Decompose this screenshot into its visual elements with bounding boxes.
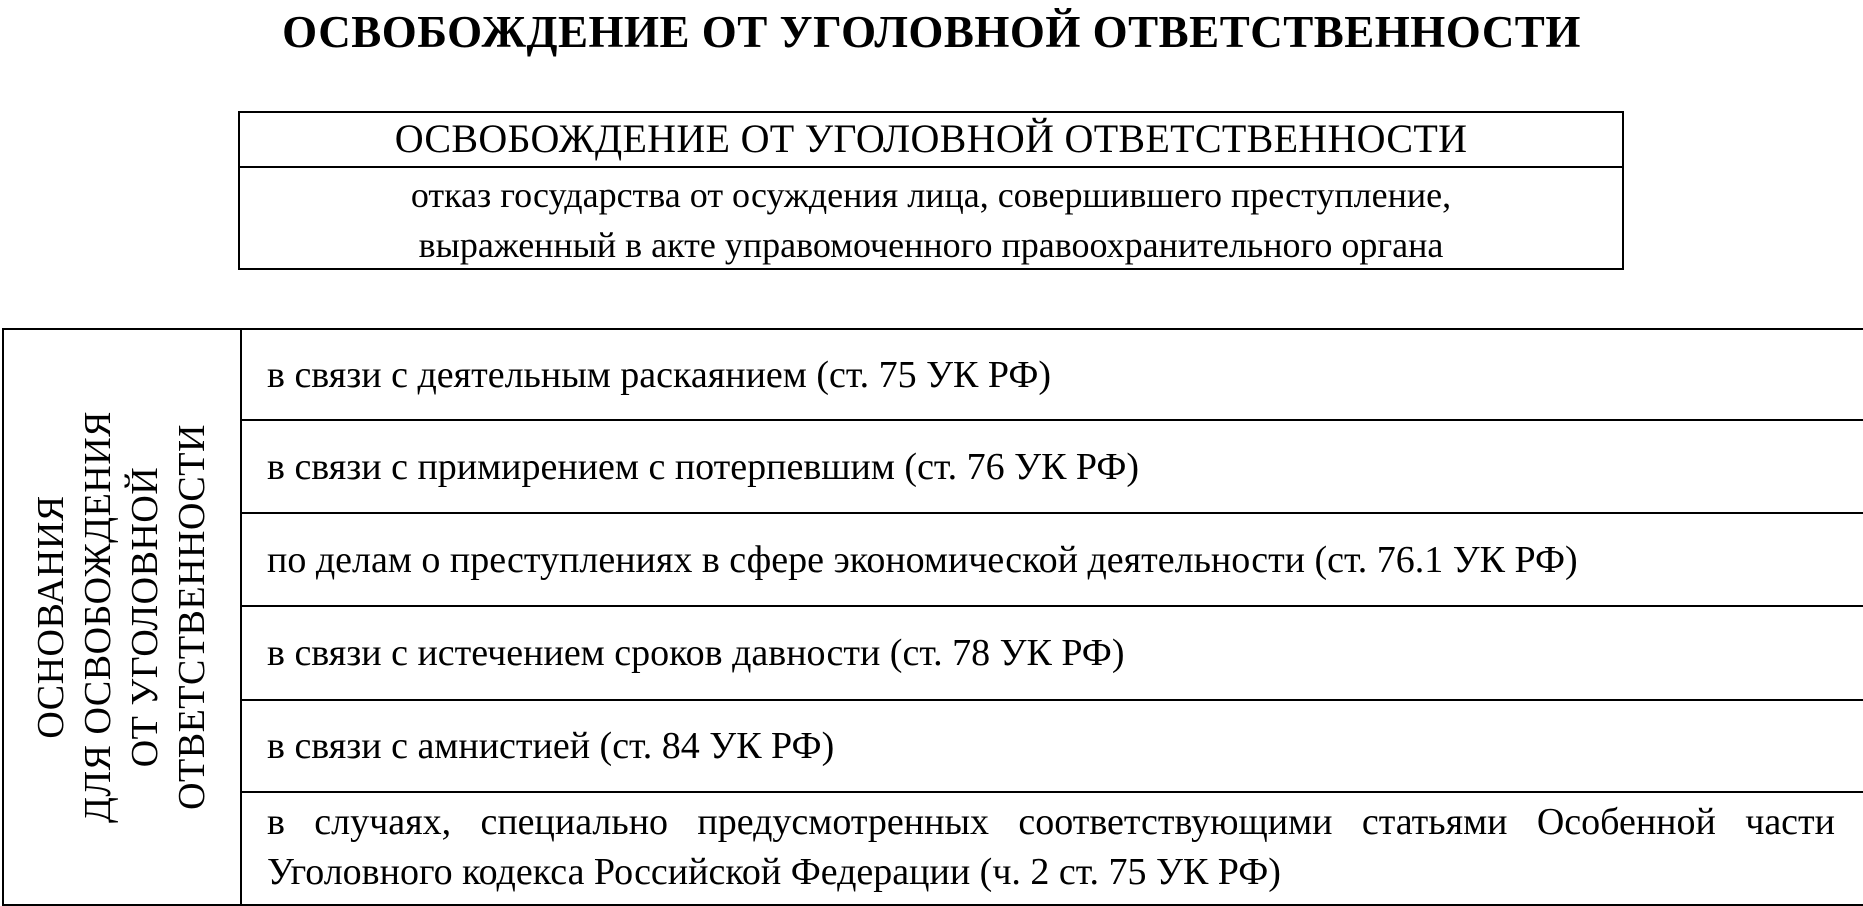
ground-item-reconciliation	[242, 421, 1863, 514]
definition-line-2: выраженный в акте управомоченного правоохранительного органа	[418, 225, 1444, 265]
definition-box	[238, 111, 1624, 270]
grounds-side-label	[28, 337, 216, 897]
ground-item-label: в связи с истечением сроков давности (ст. 78 УК РФ)	[267, 632, 1125, 674]
side-label-line-3: ОТ УГОЛОВНОЙ	[124, 466, 166, 768]
definition-heading: ОСВОБОЖДЕНИЕ ОТ УГОЛОВНОЙ ОТВЕТСТВЕННОСТИ	[240, 113, 1622, 168]
ground-item-amnesty	[242, 701, 1863, 793]
grounds-list	[242, 330, 1863, 904]
side-label-line-1: ОСНОВАНИЯ	[30, 495, 72, 739]
ground-item-economic-crimes	[242, 514, 1863, 607]
ground-item-label: по делам о преступлениях в сфере экономической деятельности (ст. 76.1 УК РФ)	[267, 538, 1578, 581]
ground-item-limitation-period	[242, 607, 1863, 701]
ground-item-label: в связи с деятельным раскаянием (ст. 75 УК РФ)	[267, 353, 1052, 396]
side-label-line-4: ОТВЕТСТВЕННОСТИ	[171, 424, 213, 810]
ground-item-label: в случаях, специально предусмотренных соответствующими статьями Особенной части Уголовного кодекса Российской Федерации (ч. 2 ст. 75 УК РФ)	[267, 801, 1835, 893]
ground-item-label: в связи с амнистией (ст. 84 УК РФ)	[267, 725, 835, 767]
side-label-line-2: ДЛЯ ОСВОБОЖДЕНИЯ	[77, 410, 119, 824]
definition-text	[240, 168, 1622, 270]
ground-item-label: в связи с примирением с потерпевшим (ст. 76 УК РФ)	[267, 445, 1140, 488]
ground-item-active-repentance	[242, 330, 1863, 421]
definition-line-1: отказ государства от осуждения лица, совершившего преступление,	[410, 175, 1452, 215]
ground-item-special-cases	[242, 793, 1863, 906]
page-title: ОСВОБОЖДЕНИЕ ОТ УГОЛОВНОЙ ОТВЕТСТВЕННОСТИ	[282, 7, 1581, 57]
grounds-table	[2, 328, 1863, 906]
grounds-side-header	[4, 330, 242, 904]
